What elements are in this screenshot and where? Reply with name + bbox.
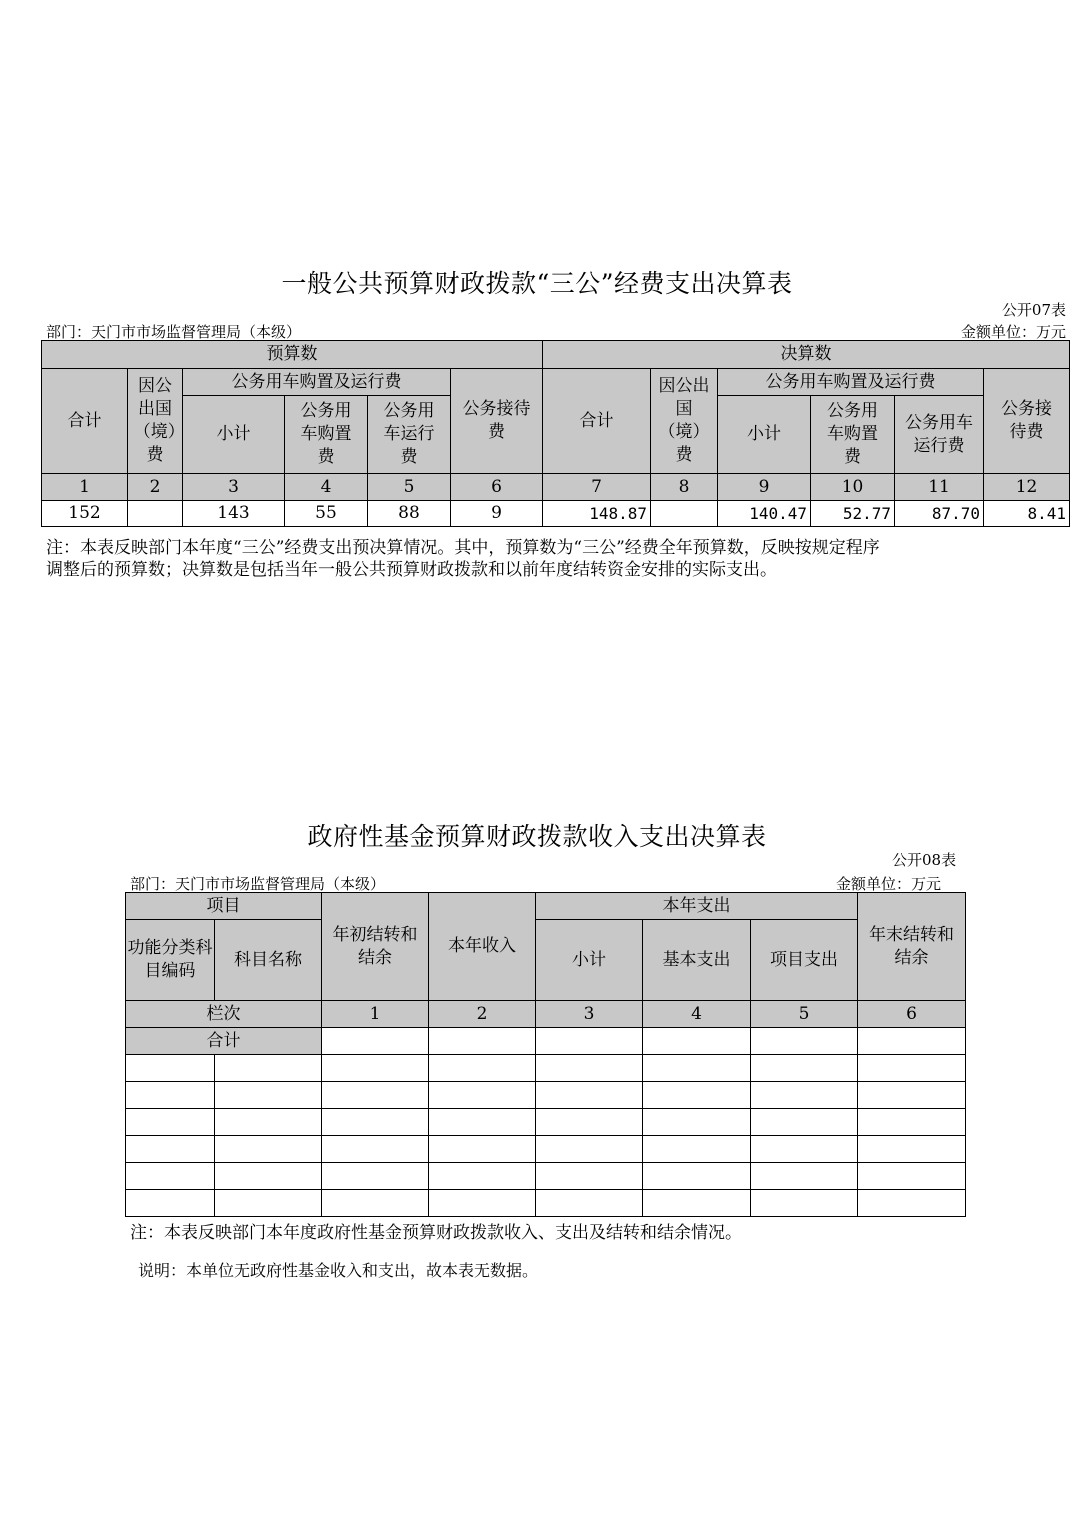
header-budget-reception: 公务接待费 — [451, 369, 543, 474]
table-cell — [126, 1082, 215, 1109]
table-cell — [215, 1136, 322, 1163]
table-cell — [126, 1190, 215, 1217]
column-number: 4 — [643, 1001, 751, 1028]
table-cell — [429, 1136, 536, 1163]
header-budget-abroad: 因公出国（境）费 — [128, 369, 183, 474]
header-column-no: 栏次 — [126, 1001, 322, 1028]
table-cell — [536, 1190, 643, 1217]
table-cell — [215, 1082, 322, 1109]
table-cell — [858, 1190, 966, 1217]
table-cell — [858, 1082, 966, 1109]
table-cell — [751, 1109, 858, 1136]
header-subject-name: 科目名称 — [215, 920, 322, 1001]
column-number: 7 — [543, 474, 651, 501]
column-number: 2 — [429, 1001, 536, 1028]
table1-title: 一般公共预算财政拨款“三公”经费支出决算表 — [281, 269, 793, 298]
table-cell — [536, 1163, 643, 1190]
table-cell — [215, 1190, 322, 1217]
header-basic-expenditure: 基本支出 — [643, 920, 751, 1001]
header-end-balance: 年末结转和结余 — [858, 893, 966, 1001]
budget-car-running-cell: 88 — [368, 501, 451, 527]
header-project-expenditure: 项目支出 — [751, 920, 858, 1001]
header-budget-total: 合计 — [42, 369, 128, 474]
column-number: 11 — [895, 474, 984, 501]
table-cell — [536, 1055, 643, 1082]
table-cell — [536, 1082, 643, 1109]
table-cell — [858, 1109, 966, 1136]
header-expenditure-subtotal: 小计 — [536, 920, 643, 1001]
column-number: 4 — [285, 474, 368, 501]
table-cell — [643, 1082, 751, 1109]
header-income: 本年收入 — [429, 893, 536, 1001]
table-cell — [751, 1055, 858, 1082]
table-cell — [751, 1136, 858, 1163]
table1-code: 公开07表 — [1001, 301, 1066, 319]
column-number: 6 — [451, 474, 543, 501]
header-budget-car: 公务用车购置及运行费 — [183, 369, 451, 396]
table-cell — [536, 1028, 643, 1055]
table-row — [126, 1082, 966, 1109]
table-row — [126, 1055, 966, 1082]
budget-car-subtotal-cell: 143 — [183, 501, 285, 527]
table-row — [126, 1190, 966, 1217]
table2-code: 公开08表 — [892, 851, 957, 869]
header-final-car-subtotal: 小计 — [718, 396, 811, 474]
budget-car-purchase-cell: 55 — [285, 501, 368, 527]
table-cell — [751, 1028, 858, 1055]
table-cell — [126, 1109, 215, 1136]
column-number: 2 — [128, 474, 183, 501]
table-cell — [322, 1163, 429, 1190]
column-number: 10 — [811, 474, 895, 501]
final-reception-cell: 8.41 — [984, 501, 1070, 527]
header-budget-car-subtotal: 小计 — [183, 396, 285, 474]
final-car-subtotal-cell: 140.47 — [718, 501, 811, 527]
table-cell — [429, 1190, 536, 1217]
table-cell — [322, 1109, 429, 1136]
final-car-running-cell: 87.70 — [895, 501, 984, 527]
column-number: 3 — [183, 474, 285, 501]
table-cell — [643, 1109, 751, 1136]
table-cell — [126, 1136, 215, 1163]
table-cell — [429, 1082, 536, 1109]
total-label: 合计 — [126, 1028, 322, 1055]
table-cell — [643, 1028, 751, 1055]
header-final-car-purchase: 公务用车购置费 — [811, 396, 895, 474]
table-cell — [215, 1163, 322, 1190]
table-cell — [858, 1136, 966, 1163]
budget-reception-cell: 9 — [451, 501, 543, 527]
table-cell — [643, 1136, 751, 1163]
column-number: 12 — [984, 474, 1070, 501]
table2-department: 部门：天门市市场监督管理局（本级） — [130, 875, 386, 893]
table-cell — [429, 1055, 536, 1082]
final-total-cell: 148.87 — [543, 501, 651, 527]
table2-unit: 金额单位：万元 — [836, 875, 942, 893]
table2-explanation: 说明：本单位无政府性基金收入和支出，故本表无数据。 — [138, 1261, 539, 1280]
table1-note-line1: 注：本表反映部门本年度“三公”经费支出预决算情况。其中，预算数为“三公”经费全年预算数，反映按规定程序 — [46, 538, 880, 558]
table-cell — [643, 1163, 751, 1190]
header-final-reception: 公务接待费 — [984, 369, 1070, 474]
header-budget-car-running: 公务用车运行费 — [368, 396, 451, 474]
table2-title: 政府性基金预算财政拨款收入支出决算表 — [307, 822, 767, 851]
header-budget-car-purchase: 公务用车购置费 — [285, 396, 368, 474]
table-cell — [751, 1082, 858, 1109]
table1-note-line2: 调整后的预算数；决算数是包括当年一般公共预算财政拨款和以前年度结转资金安排的实际支出。 — [46, 560, 777, 580]
table-cell — [858, 1028, 966, 1055]
table1-unit: 金额单位：万元 — [960, 323, 1066, 341]
budget-total-cell: 152 — [42, 501, 128, 527]
table-cell — [429, 1028, 536, 1055]
table-cell — [322, 1055, 429, 1082]
header-expenditure: 本年支出 — [536, 893, 858, 920]
column-number: 8 — [651, 474, 718, 501]
table-cell — [751, 1163, 858, 1190]
column-number: 1 — [322, 1001, 429, 1028]
table-cell — [643, 1055, 751, 1082]
budget-abroad-cell — [128, 501, 183, 527]
table-cell — [751, 1190, 858, 1217]
table-cell — [322, 1028, 429, 1055]
column-number: 5 — [751, 1001, 858, 1028]
final-abroad-cell — [651, 501, 718, 527]
column-number: 3 — [536, 1001, 643, 1028]
header-function-code: 功能分类科目编码 — [126, 920, 215, 1001]
column-number: 5 — [368, 474, 451, 501]
table-cell — [322, 1190, 429, 1217]
column-number: 1 — [42, 474, 128, 501]
table-cell — [429, 1163, 536, 1190]
header-begin-balance: 年初结转和结余 — [322, 893, 429, 1001]
table2-note: 注：本表反映部门本年度政府性基金预算财政拨款收入、支出及结转和结余情况。 — [130, 1223, 742, 1243]
table-cell — [215, 1055, 322, 1082]
table-cell — [858, 1055, 966, 1082]
header-final: 决算数 — [543, 341, 1070, 369]
header-budget: 预算数 — [42, 341, 543, 369]
table-cell — [126, 1055, 215, 1082]
column-number: 6 — [858, 1001, 966, 1028]
table-cell — [536, 1109, 643, 1136]
table-cell — [643, 1190, 751, 1217]
table-cell — [536, 1136, 643, 1163]
table2 — [125, 892, 966, 1217]
table-cell — [126, 1163, 215, 1190]
table-row — [126, 1163, 966, 1190]
table1 — [41, 340, 1070, 527]
table-row — [126, 1109, 966, 1136]
table-cell — [429, 1109, 536, 1136]
table-cell — [858, 1163, 966, 1190]
header-final-total: 合计 — [543, 369, 651, 474]
header-final-abroad: 因公出国（境）费 — [651, 369, 718, 474]
table-cell — [322, 1082, 429, 1109]
table-row — [126, 1136, 966, 1163]
header-final-car-running: 公务用车运行费 — [895, 396, 984, 474]
header-final-car: 公务用车购置及运行费 — [718, 369, 984, 396]
table1-department: 部门：天门市市场监督管理局（本级） — [46, 323, 302, 341]
final-car-purchase-cell: 52.77 — [811, 501, 895, 527]
table-cell — [322, 1136, 429, 1163]
column-number: 9 — [718, 474, 811, 501]
header-item: 项目 — [126, 893, 322, 920]
table-cell — [215, 1109, 322, 1136]
